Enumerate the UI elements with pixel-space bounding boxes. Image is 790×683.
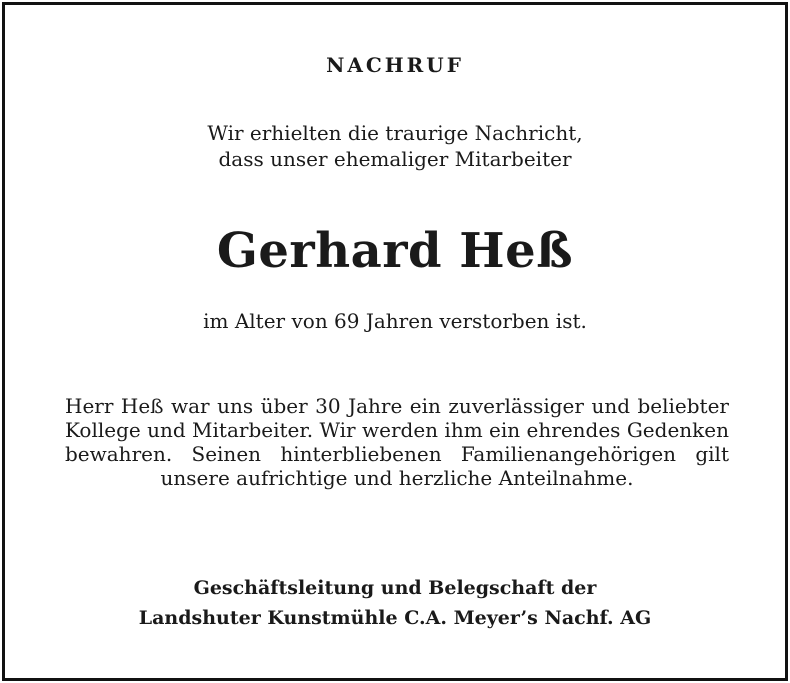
deceased-name: Gerhard Heß	[216, 223, 574, 279]
intro-line: Wir erhielten die traurige Nachricht,	[207, 121, 583, 145]
intro-text	[5, 120, 785, 172]
signature	[5, 573, 785, 633]
obituary-notice	[2, 2, 788, 681]
body-paragraph: Herr Heß war uns über 30 Jahre ein zuverlässiger und beliebter Kollege und Mitarbeiter. Wir werden ihm ein ehrendes Gedenken bewahren. Seinen hinterbliebenen Familienangehörigen gilt unsere aufrichtige und herzliche Anteilnahme.	[65, 394, 729, 490]
age-line: im Alter von 69 Jahren verstorben ist.	[203, 309, 587, 333]
signature-line: Geschäftsleitung und Belegschaft der	[193, 577, 597, 599]
intro-line: dass unser ehemaliger Mitarbeiter	[218, 147, 572, 171]
notice-heading: NACHRUF	[326, 53, 464, 77]
signature-line: Landshuter Kunstmühle C.A. Meyer’s Nachf. AG	[138, 607, 652, 629]
